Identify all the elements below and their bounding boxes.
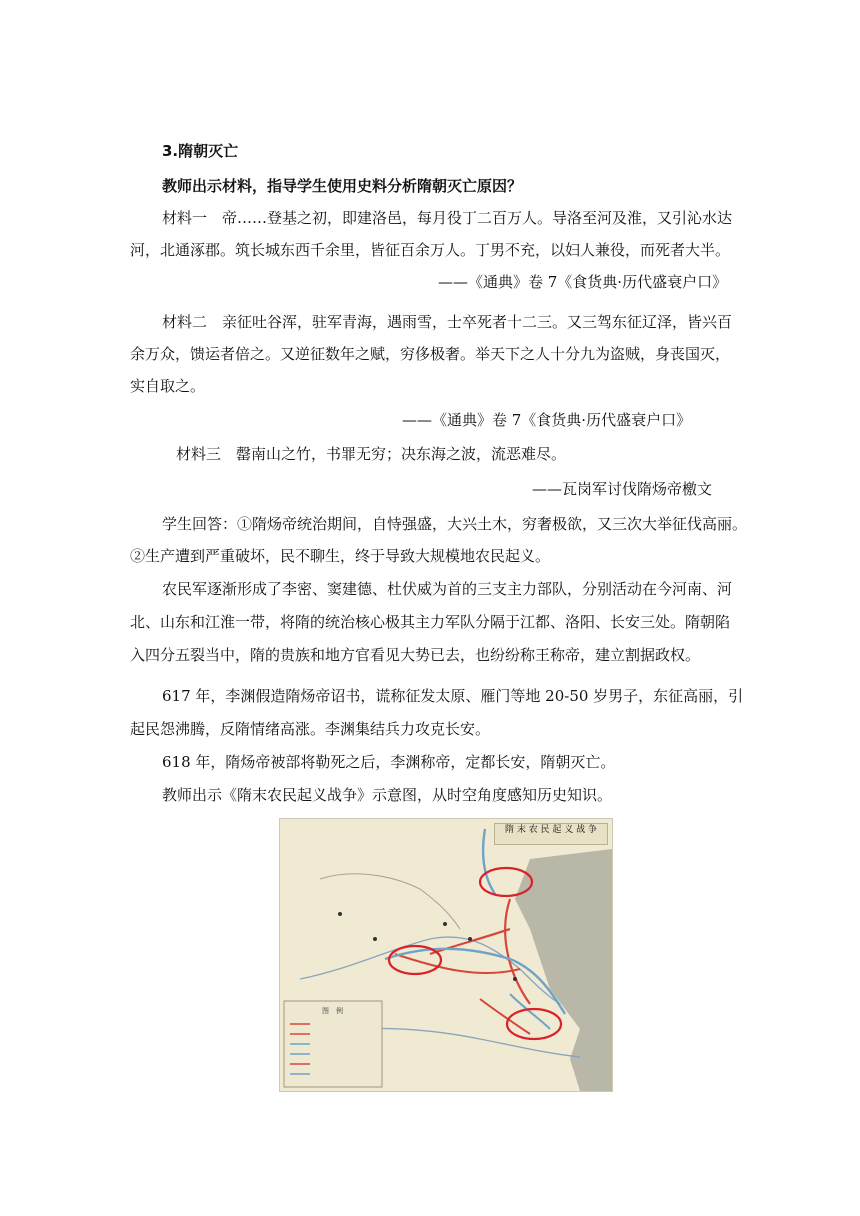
sui-peasant-uprising-map: [279, 818, 613, 1092]
student-answer-line2: ②生产遭到严重破坏，民不聊生，终于导致大规模地农民起义。: [130, 547, 551, 565]
material1-line1: 材料一 帝……登基之初，即建洛邑，每月役丁二百万人。导洛至河及淮，又引沁水达: [162, 209, 733, 227]
city-marker: [513, 977, 517, 981]
material2-line1: 材料二 亲征吐谷浑，驻军青海，遇雨雪，士卒死者十二三。又三驾东征辽泽，皆兴百: [162, 313, 733, 331]
material2-source: ——《通典》卷 7《食货典·历代盛衰户口》: [402, 411, 692, 429]
paragraph-617-line1: 617 年，李渊假造隋炀帝诏书，谎称征发太原、雁门等地 20-50 岁男子，东征高丽，引: [162, 687, 744, 705]
material3-line1: 材料三 罄南山之竹，书罪无穷；决东海之波，流恶难尽。: [176, 445, 567, 463]
section-title: 3.隋朝灭亡: [162, 142, 239, 160]
peasant-paragraph-line1: 农民军逐渐形成了李密、窦建德、杜伏威为首的三支主力部队，分别活动在今河南、河: [162, 580, 733, 598]
peasant-paragraph-line3: 入四分五裂当中，隋的贵族和地方官看见大势已去，也纷纷称王称帝，建立割据政权。: [130, 646, 701, 664]
map-illustration: [280, 819, 612, 1091]
city-marker: [373, 937, 377, 941]
great-wall-line: [320, 874, 460, 929]
paragraph-617-line2: 起民怨沸腾，反隋情绪高涨。李渊集结兵力攻克长安。: [130, 720, 491, 738]
paragraph-618: 618 年，隋炀帝被部将勒死之后，李渊称帝，定都长安，隋朝灭亡。: [162, 753, 616, 771]
material1-line2: 河，北通涿郡。筑长城东西千余里，皆征百余万人。丁男不充，以妇人兼役，而死者大半。: [130, 241, 731, 259]
material1-source: ——《通典》卷 7《食货典·历代盛衰户口》: [438, 273, 728, 291]
legend-title: 图 例: [322, 1007, 343, 1015]
city-marker: [468, 937, 472, 941]
city-marker: [338, 912, 342, 916]
material3-source: ——瓦岗军讨伐隋炀帝檄文: [532, 480, 713, 498]
teacher-prompt: 教师出示材料，指导学生使用史料分析隋朝灭亡原因？: [162, 177, 523, 195]
material2-line3: 实自取之。: [130, 377, 206, 395]
peasant-paragraph-line2: 北、山东和江淮一带，将隋的统治核心极其主力军队分隔于江都、洛阳、长安三处。隋朝陷: [130, 613, 731, 631]
city-marker: [443, 922, 447, 926]
student-answer-line1: 学生回答：①隋炀帝统治期间，自恃强盛，大兴土木，穷奢极欲，又三次大举征伐高丽。: [162, 515, 748, 533]
material2-line2: 余万众，馈运者倍之。又逆征数年之赋，穷侈极奢。举天下之人十分九为盗贼，身丧国灭，: [130, 345, 731, 363]
map-intro: 教师出示《隋末农民起义战争》示意图，从时空角度感知历史知识。: [162, 786, 613, 804]
map-title: 隋 末 农 民 起 义 战 争: [494, 823, 608, 845]
